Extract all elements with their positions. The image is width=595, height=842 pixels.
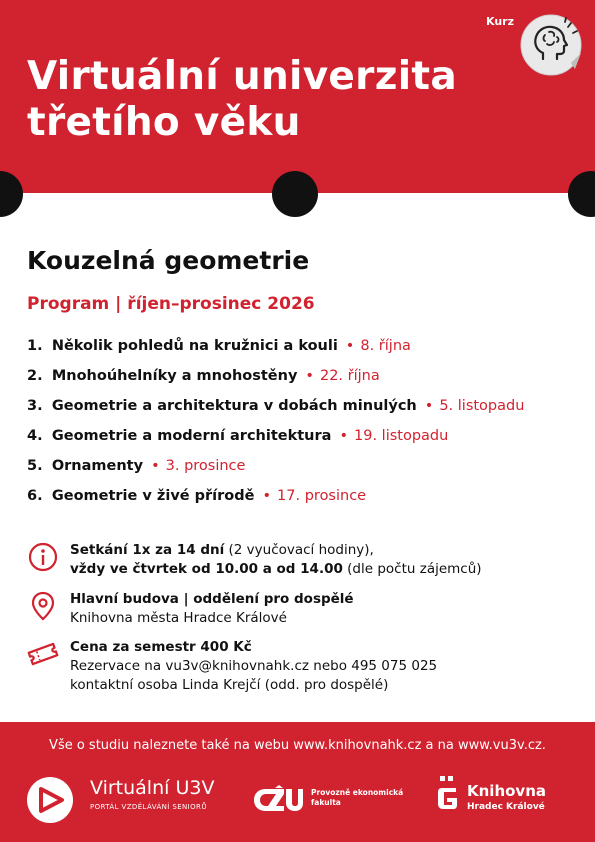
lesson-title: Mnohoúhelníky a mnohostěny (51, 368, 298, 384)
lesson-title: Ornamenty (51, 458, 144, 474)
list-item (27, 396, 524, 426)
czu-faculty-label (311, 788, 403, 808)
u3v-logo-icon (26, 776, 74, 824)
list-item (27, 426, 524, 456)
head-brain-icon (519, 13, 583, 77)
bullet-icon: • (262, 488, 272, 504)
lesson-title: Několik pohledů na kružnici a kouli (51, 338, 338, 354)
lesson-date: 19. listopadu (354, 428, 449, 444)
schedule-note: (dle počtu zájemců) (342, 561, 482, 577)
czu-line-2: fakulta (311, 798, 341, 807)
lesson-number: 4. (27, 428, 43, 444)
map-pin-icon (27, 590, 59, 622)
lesson-title: Geometrie a architektura v dobách minulých (51, 398, 417, 414)
title-line-2: třetího věku (27, 100, 301, 145)
header-band (0, 0, 595, 193)
lesson-list (27, 336, 524, 516)
lesson-number: 2. (27, 368, 43, 384)
title-line-1: Virtuální univerzita (27, 54, 457, 99)
price-amount: Cena za semestr 400 Kč (70, 639, 252, 655)
bullet-icon: • (305, 368, 314, 384)
schedule-frequency: Setkání 1x za 14 dní (70, 542, 225, 558)
list-item (27, 336, 524, 366)
list-item (27, 486, 524, 516)
lesson-date: 5. listopadu (439, 398, 525, 414)
bullet-icon: • (151, 458, 160, 474)
program-title: Program | říjen–prosinec 2026 (27, 294, 315, 314)
u3v-subtitle: PORTÁL VZDĚLÁVÁNÍ SENIORŮ (90, 803, 207, 811)
bullet-icon: • (424, 398, 434, 414)
list-item (27, 456, 524, 486)
library-name: Knihovna (467, 782, 547, 800)
lesson-date: 22. října (319, 368, 380, 384)
info-icon (27, 541, 59, 573)
contact-person: kontaktní osoba Linda Krejčí (odd. pro dospělé) (70, 677, 389, 693)
schedule-duration: (2 vyučovací hodiny), (224, 542, 374, 558)
library-city: Hradec Králové (467, 802, 545, 812)
bullet-icon: • (345, 338, 355, 354)
u3v-name: Virtuální U3V (90, 777, 215, 799)
schedule-times: vždy ve čtvrtek od 10.00 a od 14.00 (70, 561, 343, 577)
library-logo-icon (436, 774, 460, 814)
lesson-number: 6. (27, 488, 43, 504)
page-title (27, 54, 457, 146)
footer-web-text: Vše o studiu naleznete také na webu www.knihovnahk.cz a na www.vu3v.cz. (49, 738, 546, 753)
lesson-number: 1. (27, 338, 43, 354)
location-library: Knihovna města Hradce Králové (70, 610, 287, 626)
lesson-title: Geometrie a moderní architektura (51, 428, 332, 444)
decorative-hole-center (272, 171, 318, 217)
ticket-icon (27, 638, 59, 670)
lesson-date: 8. října (360, 338, 411, 354)
badge-label: Kurz (486, 15, 514, 28)
bullet-icon: • (339, 428, 348, 444)
lesson-date: 17. prosince (277, 488, 367, 504)
location-building: Hlavní budova | oddělení pro dospělé (70, 591, 354, 607)
reservation-contact: Rezervace na vu3v@knihovnahk.cz nebo 495 075 025 (70, 658, 438, 674)
czu-logo-icon (252, 785, 304, 815)
lesson-title: Geometrie v živé přírodě (51, 488, 255, 504)
lesson-number: 5. (27, 458, 43, 474)
course-title: Kouzelná geometrie (27, 246, 310, 275)
lesson-date: 3. prosince (165, 458, 246, 474)
list-item (27, 366, 524, 396)
lesson-number: 3. (27, 398, 43, 414)
czu-line-1: Provozně ekonomická (311, 788, 404, 797)
footer-band (0, 722, 595, 842)
